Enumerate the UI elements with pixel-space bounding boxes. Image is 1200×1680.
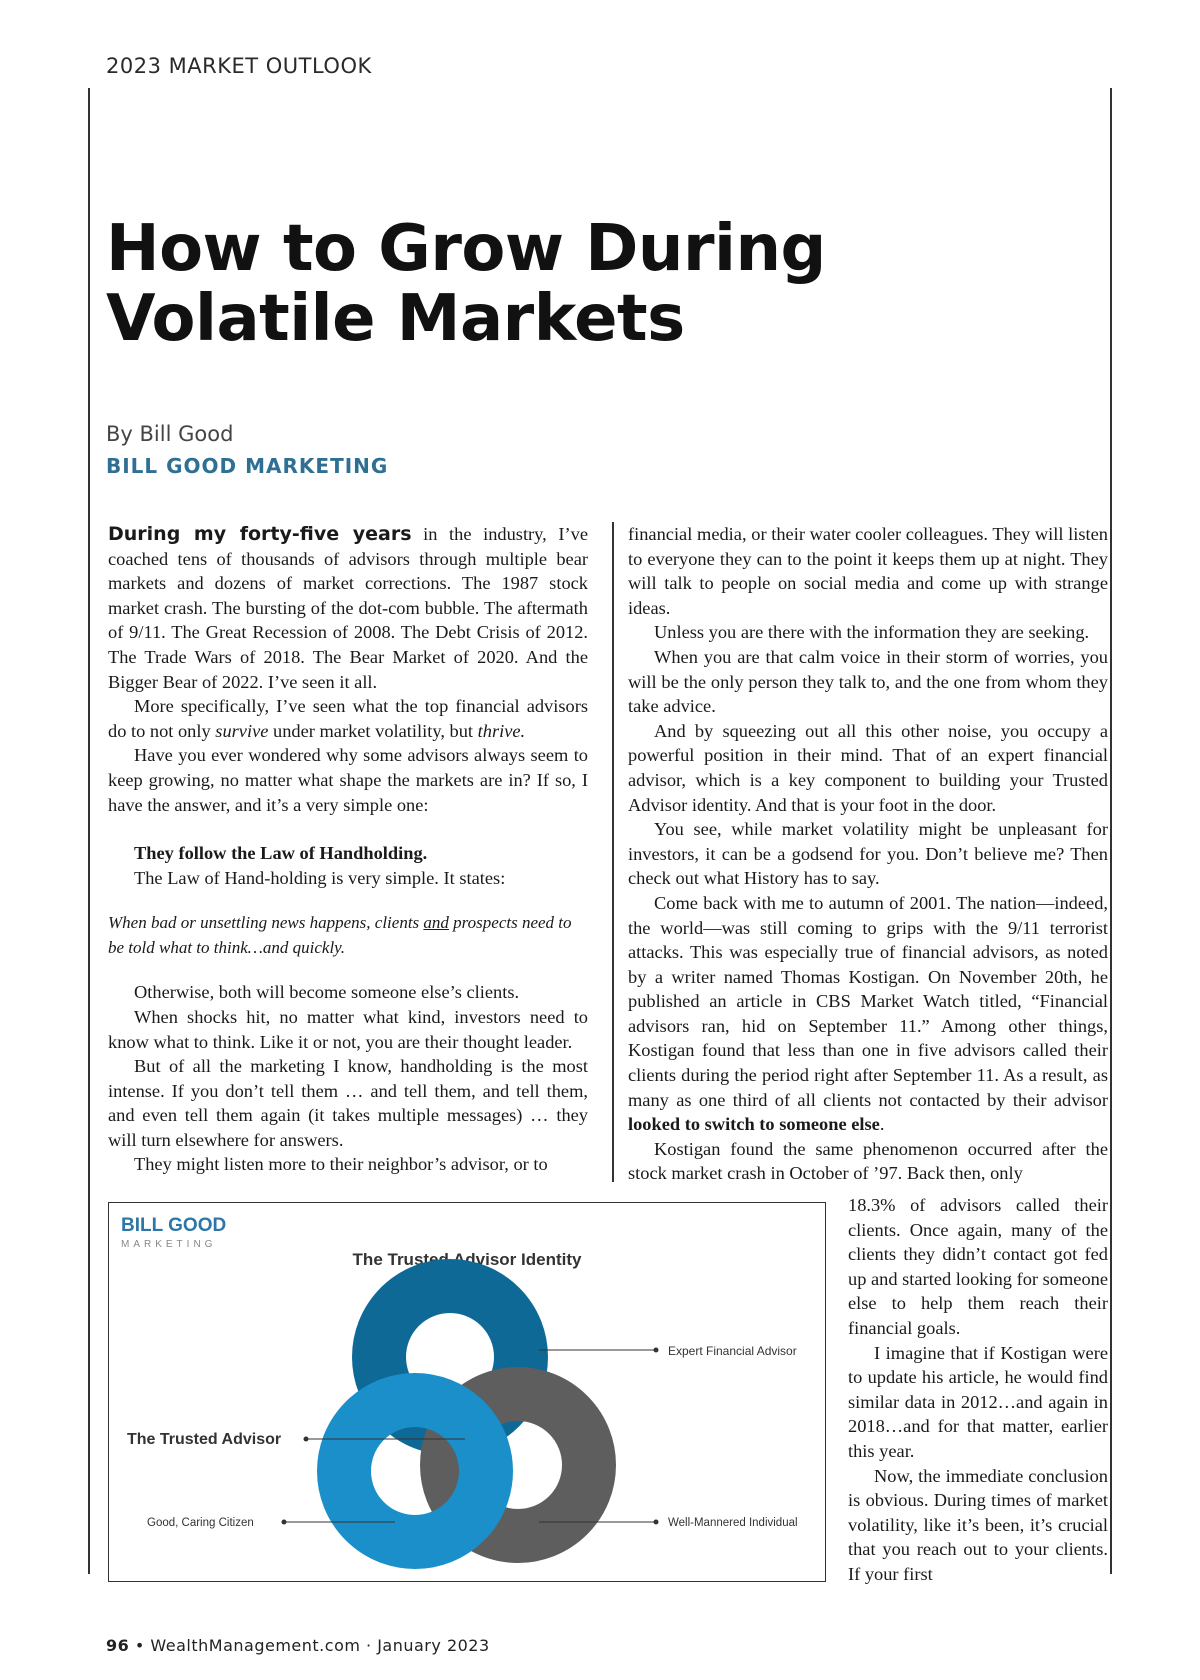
paragraph: You see, while market volatility might be unpleasant for investors, it can be a godsend for you. Don’t believe me? Then check out what History has to say. (628, 819, 1108, 889)
paragraph: And by squeezing out all this other noise, you occupy a powerful position in their mind. That of an expert financial advisor, which is a key component to building your Trusted Advisor identity. And that is your foot in the door. (628, 720, 1108, 815)
paragraph: When you are that calm voice in their storm of worries, you will be the only person they talk to, and the one from whom they take advice. (628, 646, 1108, 717)
section-label: 2023 MARKET OUTLOOK (106, 54, 372, 78)
trusted-advisor-figure (108, 1202, 826, 1582)
paragraph: But of all the marketing I know, handholding is the most intense. If you don’t tell them … and tell them, and tell them, and even tell them again (it takes multiple messages) … they will turn elsewhere for answers. (108, 1056, 588, 1150)
leader-dot-center (304, 1437, 309, 1442)
page-number: 96 (106, 1636, 130, 1655)
column-3 (848, 1193, 1108, 1587)
law-heading-text: They follow the Law of Handholding. (134, 843, 428, 864)
left-rule (88, 88, 90, 1574)
paragraph: The Law of Hand-holding is very simple. It states: (134, 867, 506, 888)
emphasis: survive (215, 720, 269, 741)
venn-rings (344, 1286, 589, 1542)
paragraph: When shocks hit, no matter what kind, investors need to know what to think. Like it or not, you are their thought leader. (108, 1006, 588, 1052)
quote-text: When bad or unsettling news happens, clients (108, 913, 424, 933)
venn-diagram (109, 1203, 824, 1580)
logo-main: BILL GOOD (121, 1215, 227, 1236)
column-rule (612, 522, 614, 1182)
paragraph: I imagine that if Kostigan were to update his article, he would find similar data in 2012…and again in 2018…and for that matter, earlier this year. (848, 1342, 1108, 1461)
page-footer (106, 1636, 490, 1655)
byline: By Bill Good (106, 422, 234, 446)
paragraph (628, 891, 1108, 1137)
paragraph (108, 694, 588, 743)
pull-quote (108, 910, 588, 960)
label-good-caring-citizen: Good, Caring Citizen (147, 1517, 254, 1529)
article-title: How to Grow During Volatile Markets (106, 212, 826, 356)
paragraph-text: under market volatility, but (268, 720, 478, 741)
figure-title: The Trusted Advisor Identity (352, 1250, 582, 1269)
quote-underline: and (423, 913, 449, 933)
ring-left (344, 1400, 486, 1542)
paragraph: Kostigan found the same phenomenon occurred after the stock market crash in October of ’97. Back then, only (628, 1138, 1108, 1184)
bold-text: looked to switch to someone else (628, 1114, 880, 1135)
quote-text: prospects need to be told what to think…and quickly. (108, 913, 572, 958)
paragraph: financial media, or their water cooler colleagues. They will listen to everyone they can to the point it keeps them up at night. They will talk to people on social media and come up with strange ideas. (628, 524, 1108, 618)
paragraph-text: in the industry, I’ve coached tens of thousands of advisors through multiple bear markets and dozens of market corrections. The 1987 stock market crash. The bursting of the dot-com bubble. The aftermath of 9/11. The Great Recession of 2008. The Debt Crisis of 2012. The Trade Wars of 2018. The Bear Market of 2020. And the Bigger Bear of 2022. I’ve seen it all. (108, 524, 588, 692)
paragraph: They might listen more to their neighbor’s advisor, or to (134, 1154, 548, 1175)
paragraph-text: More specifically, I’ve seen what the top financial advisors do to not only (108, 696, 588, 741)
column-1 (108, 522, 588, 1177)
label-well-mannered-individual: Well-Mannered Individual (668, 1517, 798, 1529)
right-rule (1110, 88, 1112, 1574)
paragraph-text: . (879, 1114, 885, 1135)
leader-dot-right (654, 1520, 659, 1525)
lead-in: During my forty-five years (108, 523, 412, 545)
company-name: BILL GOOD MARKETING (106, 454, 389, 478)
publication-line: WealthManagement.com · January 2023 (150, 1636, 490, 1655)
paragraph (108, 522, 588, 694)
column-2 (628, 522, 1108, 1186)
emphasis: thrive. (477, 720, 526, 741)
leader-dot-left (282, 1520, 287, 1525)
paragraph: Have you ever wondered why some advisors always seem to keep growing, no matter what shape the markets are in? If so, I have the answer, and it’s a very simple one: (108, 745, 588, 815)
label-expert-financial-advisor: Expert Financial Advisor (668, 1344, 797, 1358)
law-heading (108, 841, 588, 866)
logo-sub: MARKETING (121, 1239, 217, 1250)
leader-dot-top (654, 1348, 659, 1353)
label-trusted-advisor: The Trusted Advisor (127, 1431, 282, 1448)
paragraph-text: Come back with me to autumn of 2001. The nation—indeed, the world—was still coming to grips with the 9/11 terrorist attacks. This was especially true of financial advisors, as noted by a writer named Thomas Kostigan. On November 20th, he published an article in CBS Market Watch titled, “Financial advisors ran, hid on September 11.” Among other things, Kostigan found that less than one in five advisors called their clients during the period right after September 11. As a result, as many as one third of all clients not contacted by their advisor (628, 892, 1108, 1110)
paragraph: 18.3% of advisors called their clients. Once again, many of the clients they didn’t contact got fed up and started looking for someone else to help them reach their financial goals. (848, 1195, 1108, 1338)
footer-bullet: • (134, 1636, 145, 1655)
paragraph: Otherwise, both will become someone else’s clients. (134, 982, 520, 1003)
paragraph: Now, the immediate conclusion is obvious. During times of market volatility, like it’s been, it’s crucial that you reach out to your clients. If your first (848, 1465, 1108, 1584)
paragraph: Unless you are there with the information they are seeking. (654, 622, 1090, 643)
